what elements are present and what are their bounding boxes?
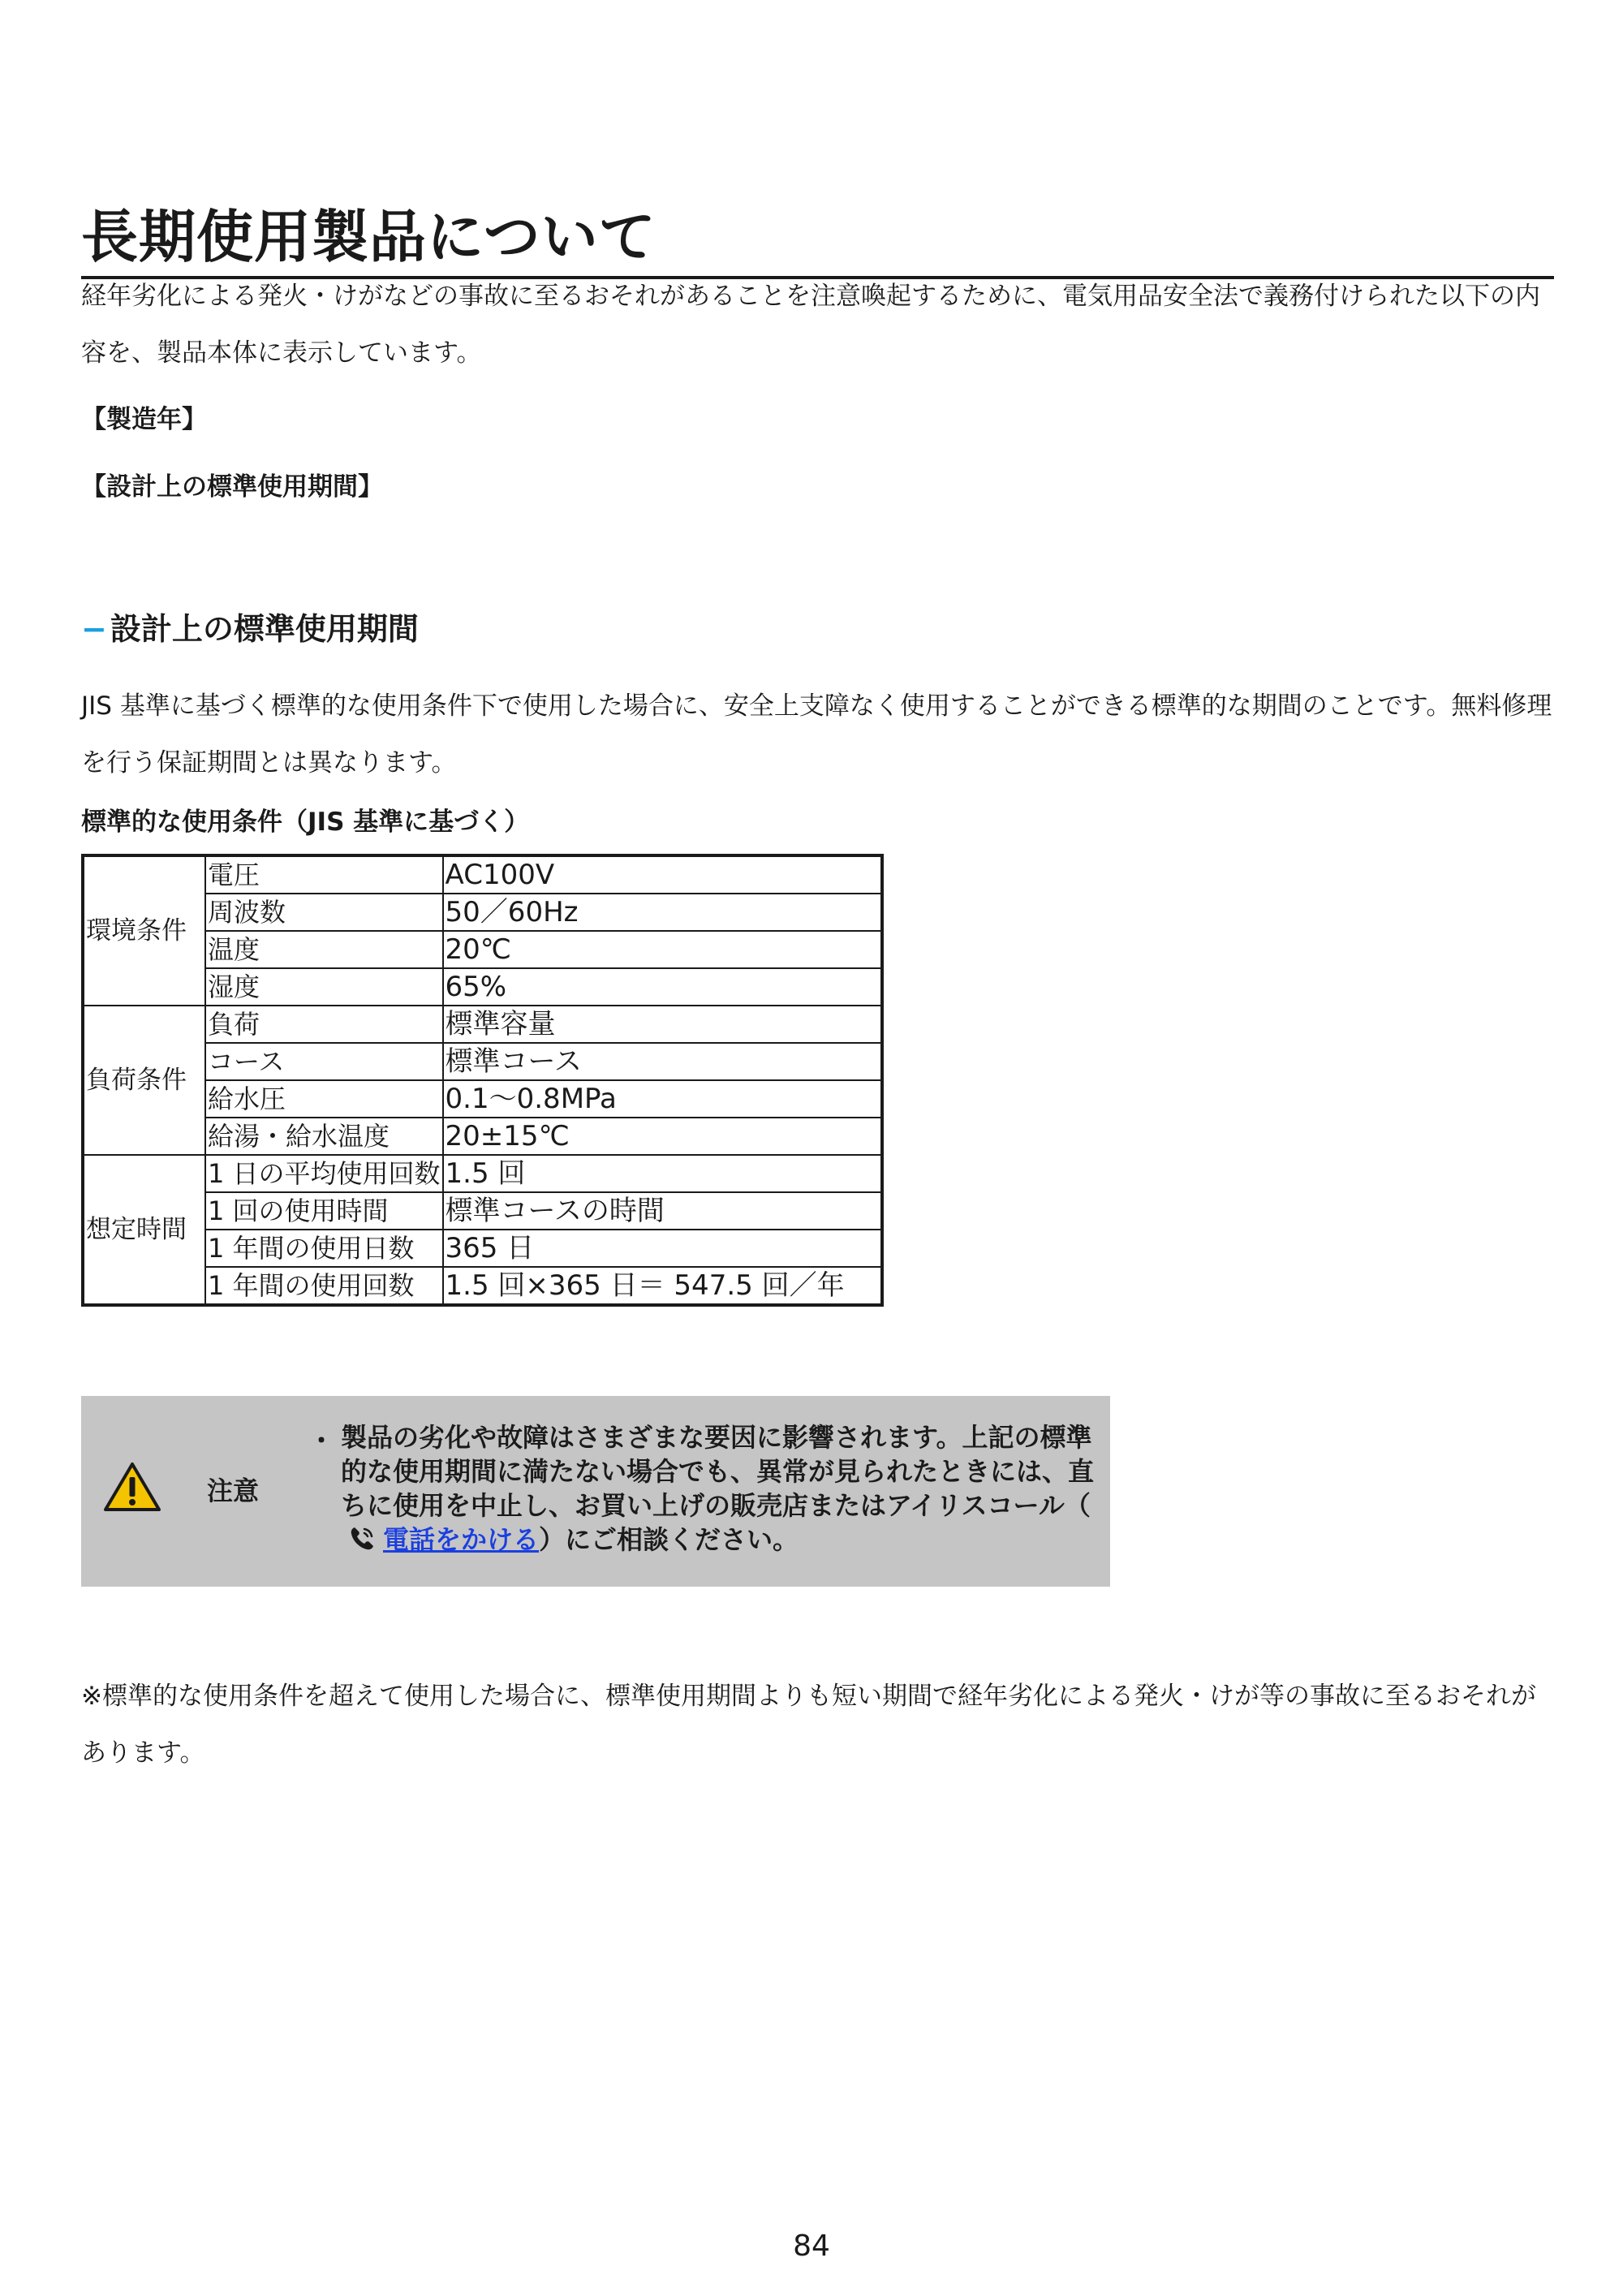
condition-item: 1 回の使用時間 bbox=[205, 1192, 443, 1230]
label-manufacture-year: 【製造年】 bbox=[81, 405, 207, 434]
caution-label: 注意 bbox=[207, 1475, 260, 1506]
table-row bbox=[83, 1006, 882, 1043]
condition-group-label: 想定時間 bbox=[83, 1155, 205, 1305]
condition-value: AC100V bbox=[443, 855, 882, 894]
condition-item: 温度 bbox=[205, 931, 443, 968]
condition-group-label: 環境条件 bbox=[83, 855, 205, 1006]
caution-text-before: 製品の劣化や故障はさまざまな要因に影響されます。上記の標準的な使用期間に満たない場合でも、異常が見られたときには、直ちに使用を中止し、お買い上げの販売店またはアイリスコール（ bbox=[341, 1422, 1095, 1521]
intro-text: 経年劣化による発火・けがなどの事故に至るおそれがあることを注意喚起するために、電気用品安全法で義務付けられた以下の内容を、製品本体に表示しています。 bbox=[81, 282, 1540, 368]
condition-item: 給水圧 bbox=[205, 1080, 443, 1118]
condition-value: 65% bbox=[443, 968, 882, 1006]
condition-value: 50／60Hz bbox=[443, 894, 882, 931]
condition-item: 周波数 bbox=[205, 894, 443, 931]
condition-value: 365 日 bbox=[443, 1230, 882, 1267]
condition-value: 1.5 回 bbox=[443, 1155, 882, 1192]
section-heading-label: 設計上の標準使用期間 bbox=[110, 611, 419, 647]
table-row bbox=[83, 855, 882, 894]
table-row bbox=[83, 1155, 882, 1192]
condition-value: 0.1～0.8MPa bbox=[443, 1080, 882, 1118]
condition-group-label: 負荷条件 bbox=[83, 1006, 205, 1155]
condition-item: 1 年間の使用日数 bbox=[205, 1230, 443, 1267]
condition-item: 湿度 bbox=[205, 968, 443, 1006]
caution-bullet: ・ bbox=[308, 1425, 335, 1456]
section-heading bbox=[81, 609, 419, 649]
section-description: JIS 基準に基づく標準的な使用条件下で使用した場合に、安全上支障なく使用することができる標準的な期間のことです。無料修理を行う保証期間とは異なります。 bbox=[81, 691, 1552, 778]
caution-box bbox=[81, 1396, 1110, 1587]
caution-text bbox=[341, 1420, 1096, 1557]
section-heading-marker: − bbox=[81, 611, 107, 647]
caution-text-after: ）にご相談ください。 bbox=[539, 1524, 799, 1555]
condition-item: 1 日の平均使用回数 bbox=[205, 1155, 443, 1192]
condition-value: 標準コースの時間 bbox=[443, 1192, 882, 1230]
phone-icon bbox=[347, 1524, 377, 1553]
condition-value: 20±15℃ bbox=[443, 1118, 882, 1155]
label-standard-period: 【設計上の標準使用期間】 bbox=[81, 472, 383, 502]
condition-value: 標準容量 bbox=[443, 1006, 882, 1043]
page-title: 長期使用製品について bbox=[81, 205, 1554, 279]
page-number: 84 bbox=[793, 2229, 830, 2263]
condition-item: 給湯・給水温度 bbox=[205, 1118, 443, 1155]
condition-item: 1 年間の使用回数 bbox=[205, 1267, 443, 1305]
footnote: ※標準的な使用条件を超えて使用した場合に、標準使用期間よりも短い期間で経年劣化による発火・けが等の事故に至るおそれがあります。 bbox=[81, 1682, 1536, 1768]
warning-triangle-icon bbox=[103, 1461, 161, 1513]
condition-item: 電圧 bbox=[205, 855, 443, 894]
condition-value: 20℃ bbox=[443, 931, 882, 968]
condition-item: 負荷 bbox=[205, 1006, 443, 1043]
table-caption: 標準的な使用条件（JIS 基準に基づく） bbox=[81, 808, 530, 837]
condition-value: 標準コース bbox=[443, 1043, 882, 1080]
condition-item: コース bbox=[205, 1043, 443, 1080]
condition-value: 1.5 回×365 日＝ 547.5 回／年 bbox=[443, 1267, 882, 1305]
call-link[interactable]: 電話をかける bbox=[383, 1524, 540, 1555]
conditions-table bbox=[81, 854, 884, 1307]
